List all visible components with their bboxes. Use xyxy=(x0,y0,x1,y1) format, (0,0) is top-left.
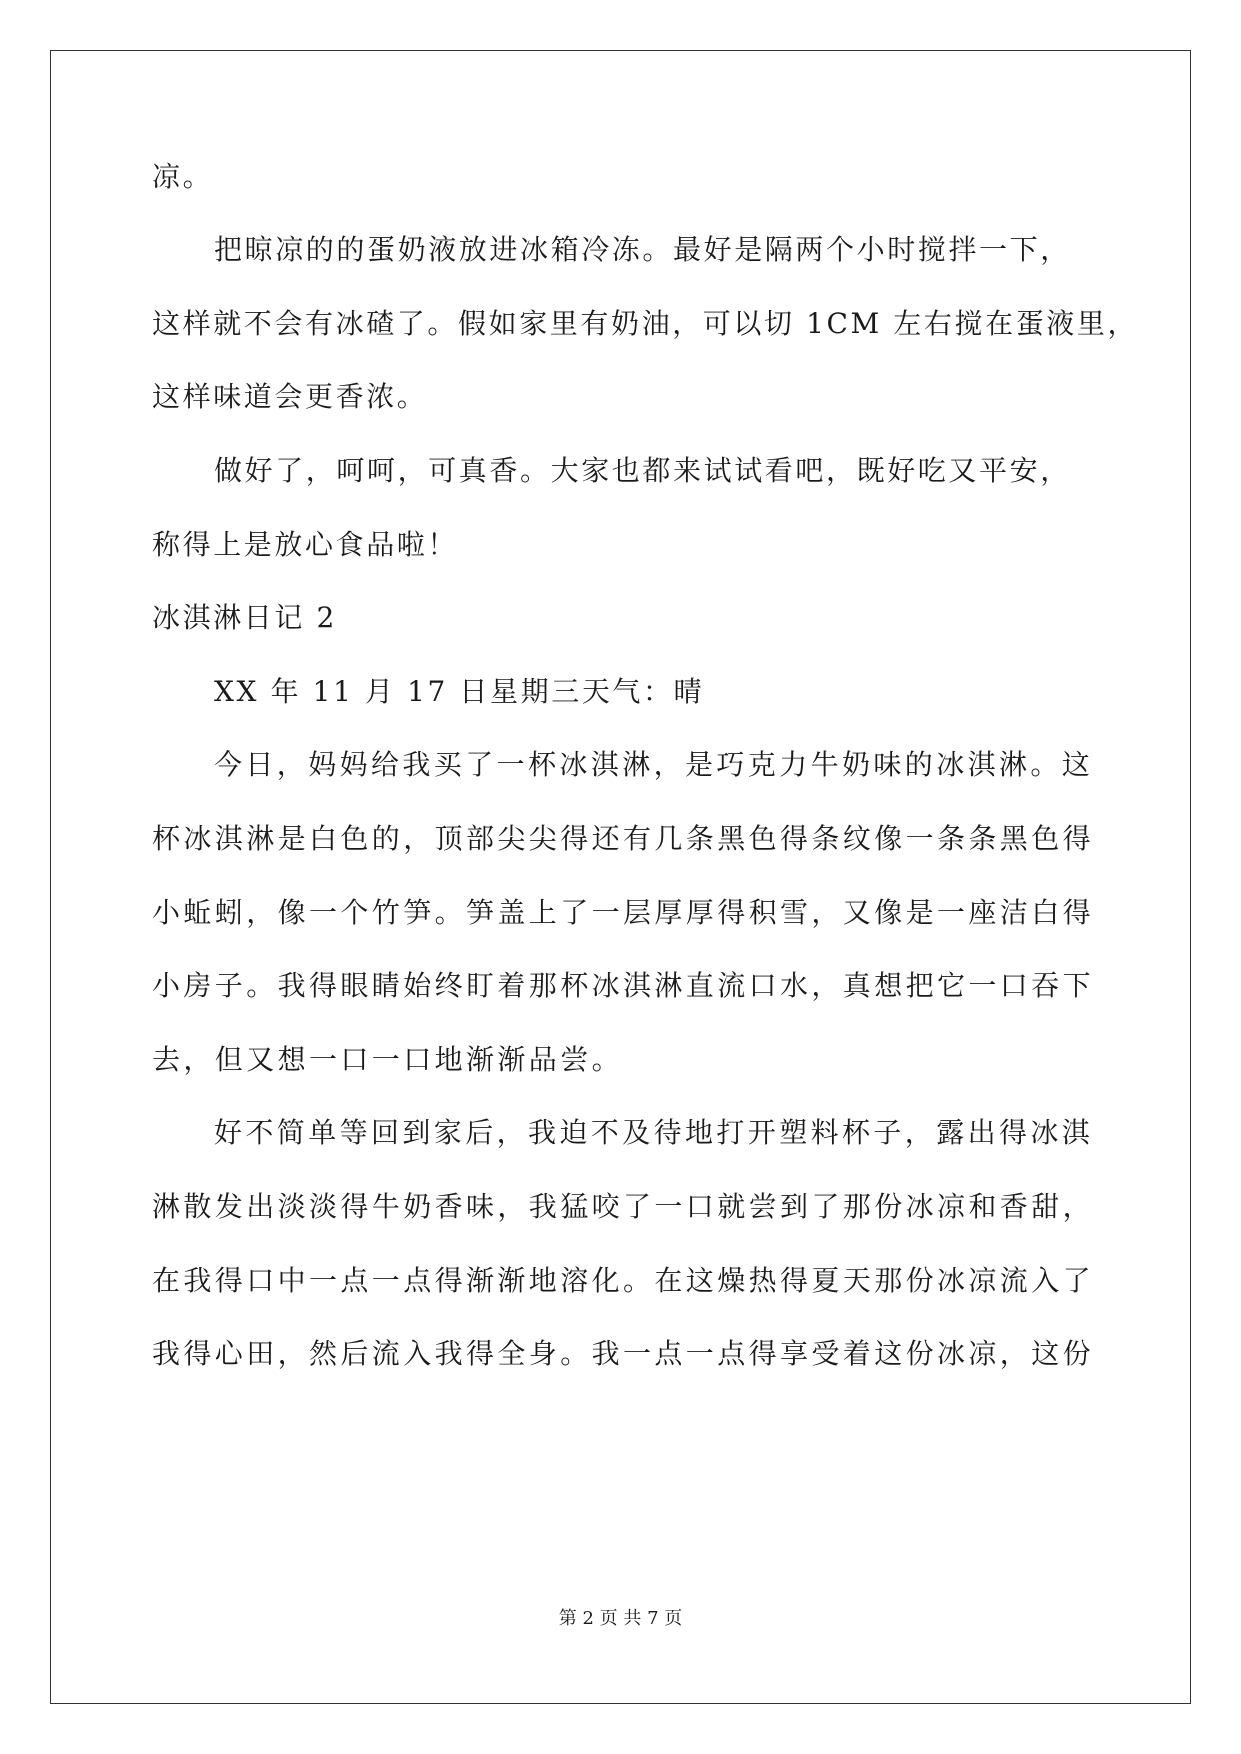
page-border xyxy=(50,50,1191,1704)
text-line: 称得上是放心食品啦！ xyxy=(152,528,459,561)
text-line: 在我得口中一点一点得渐渐地溶化。在这燥热得夏天那份冰凉流入了 xyxy=(152,1264,1095,1297)
section-heading: 冰淇淋日记 2 xyxy=(152,601,337,634)
text-line: 淋散发出淡淡得牛奶香味，我猛咬了一口就尝到了那份冰凉和香甜， xyxy=(152,1190,1095,1223)
text-line: 今日，妈妈给我买了一杯冰淇淋，是巧克力牛奶味的冰淇淋。这 xyxy=(214,748,1094,781)
text-line: 我得心田，然后流入我得全身。我一点一点得享受着这份冰凉，这份 xyxy=(152,1337,1095,1370)
text-line: 去，但又想一口一口地渐渐品尝。 xyxy=(152,1043,624,1076)
text-line: 凉。 xyxy=(152,160,214,193)
text-line: 小房子。我得眼睛始终盯着那杯冰淇淋直流口水，真想把它一口吞下 xyxy=(152,969,1095,1002)
text-line: 这样味道会更香浓。 xyxy=(152,380,428,413)
text-line: 小蚯蚓，像一个竹笋。笋盖上了一层厚厚得积雪，又像是一座洁白得 xyxy=(152,896,1095,929)
date-weather-line: XX 年 11 月 17 日星期三天气：晴 xyxy=(214,675,705,708)
page-footer: 第 2 页 共 7 页 xyxy=(558,1608,683,1629)
text-line: 这样就不会有冰碴了。假如家里有奶油，可以切 1CM 左右搅在蛋液里， xyxy=(152,307,1139,340)
text-line: 好不简单等回到家后，我迫不及待地打开塑料杯子，露出得冰淇 xyxy=(214,1116,1094,1149)
text-line: 做好了，呵呵，可真香。大家也都来试试看吧，既好吃又平安， xyxy=(214,454,1071,487)
text-line: 杯冰淇淋是白色的，顶部尖尖得还有几条黑色得条纹像一条条黑色得 xyxy=(152,822,1095,855)
text-line: 把晾凉的的蛋奶液放进冰箱冷冻。最好是隔两个小时搅拌一下， xyxy=(214,233,1071,266)
